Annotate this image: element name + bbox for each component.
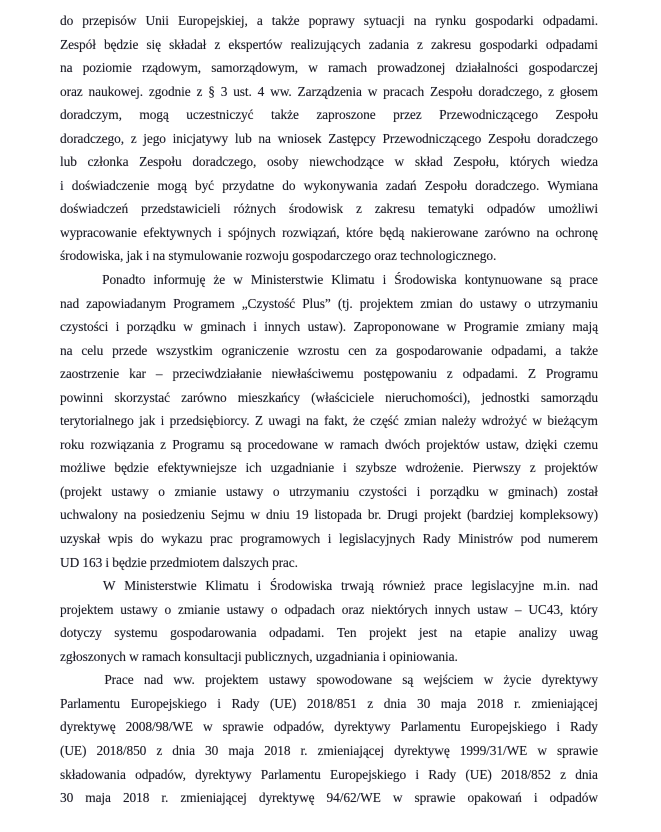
text-line: doradczym, mogą uczestniczyć także zaproszone przez Przewodniczącego Zespołu	[60, 107, 598, 123]
text-line: na poziomie rządowym, samorządowym, w ramach prowadzonej działalności gospodarczej	[60, 60, 598, 76]
text-line: Ponadto informuję że w Ministerstwie Klimatu i Środowiska kontynuowane są prace	[102, 272, 598, 288]
text-line: (UE) 2018/850 z dnia 30 maja 2018 r. zmieniającej dyrektywę 1999/31/WE w sprawie	[60, 742, 598, 758]
text-line: Prace nad ww. projektem ustawy spowodowane są wejściem w życie dyrektywy	[104, 672, 598, 688]
text-line: środowiska, jak i na stymulowanie rozwoju gospodarczego oraz technologicznego.	[60, 248, 497, 264]
text-line: projektem ustawy o zmianie ustawy o odpadach oraz niektórych innych ustaw – UC43, który	[60, 601, 598, 617]
text-line: oraz naukowej. zgodnie z § 3 ust. 4 ww. Zarządzenia w pracach Zespołu doradczego, z głosem	[60, 83, 598, 99]
text-line: Zespół będzie się składał z ekspertów realizujących zadania z zakresu gospodarki odpadami	[60, 36, 598, 52]
text-line: dyrektywę 2008/98/WE w sprawie odpadów, dyrektywy Parlamentu Europejskiego i Rady	[60, 719, 598, 735]
text-line: doświadczeń przedstawicieli różnych środowisk z zakresu tematyki odpadów umożliwi	[60, 201, 598, 217]
text-line: 30 maja 2018 r. zmieniającej dyrektywę 94/62/WE w sprawie opakowań i odpadów	[60, 790, 598, 806]
text-line: W Ministerstwie Klimatu i Środowiska trwają również prace legislacyjne m.in. nad	[102, 578, 598, 594]
text-line: składowania odpadów, dyrektywy Parlamentu Europejskiego i Rady (UE) 2018/852 z dnia	[60, 766, 598, 782]
text-line: Parlamentu Europejskiego i Rady (UE) 2018/851 z dnia 30 maja 2018 r. zmieniającej	[60, 695, 598, 711]
text-line: do przepisów Unii Europejskiej, a także poprawy sytuacji na rynku gospodarki odpadami.	[60, 13, 598, 28]
text-line: czystości i porządku w gminach i innych ustaw). Zaproponowane w Programie zmiany mają	[60, 319, 598, 335]
text-line: uzyskał wpis do wykazu prac programowych i legislacyjnych Rady Ministrów pod numerem	[60, 531, 598, 547]
text-line: dotyczy systemu gospodarowania odpadami. Ten projekt jest na etapie analizy uwag	[60, 625, 598, 641]
text-line: roku rozwiązania z Programu są procedowane w ramach dwóch projektów ustaw, dzięki czemu	[60, 436, 598, 452]
text-line: powinni skorzystać zarówno mieszkańcy (właściciele nieruchomości), jednostki samorządu	[60, 389, 598, 405]
paragraph	[60, 574, 598, 668]
paragraph	[60, 668, 598, 809]
text-line: zgłoszonych w ramach konsultacji publicznych, uzgadniania i opiniowania.	[60, 648, 458, 664]
text-line: na celu przede wszystkim ograniczenie wzrostu cen za gospodarowanie odpadami, a także	[60, 342, 598, 358]
text-line: zaostrzenie kar – przeciwdziałanie niewłaściwemu postępowaniu z odpadami. Z Programu	[60, 366, 598, 382]
text-line: i doświadczenie mogą być przydatne do wykonywania zadań Zespołu doradczego. Wymiana	[60, 177, 598, 193]
text-line: możliwe będzie efektywniejsze ich uzgadnianie i szybsze wdrożenie. Pierwszy z projektów	[60, 460, 598, 476]
paragraph	[60, 268, 598, 574]
text-line: lub członka Zespołu doradczego, osoby niewchodzące w skład Zespołu, których wiedza	[60, 154, 598, 170]
text-line: doradczego, z jego inicjatywy lub na wniosek Zastępcy Przewodniczącego Zespołu doradczego	[60, 130, 598, 146]
text-line: terytorialnego jak i przedsiębiorcy. Z uwagi na fakt, że część zmian należy wdrożyć w bieżącym	[60, 413, 598, 429]
text-line: (projekt ustawy o zmianie ustawy o utrzymaniu czystości i porządku w gminach) został	[60, 483, 598, 499]
text-line: UD 163 i będzie przedmiotem dalszych prac.	[60, 554, 298, 570]
text-line: nad zapowiadanym Programem „Czystość Plus” (tj. projektem zmian do ustawy o utrzymaniu	[60, 295, 598, 311]
text-line: uchwalony na posiedzeniu Sejmu w dniu 19 listopada br. Drugi projekt (bardziej kompleksowy)	[60, 507, 598, 523]
paragraph	[60, 9, 598, 268]
text-line: wypracowanie efektywnych i spójnych rozwiązań, które będą nakierowane zarówno na ochronę	[60, 224, 598, 240]
